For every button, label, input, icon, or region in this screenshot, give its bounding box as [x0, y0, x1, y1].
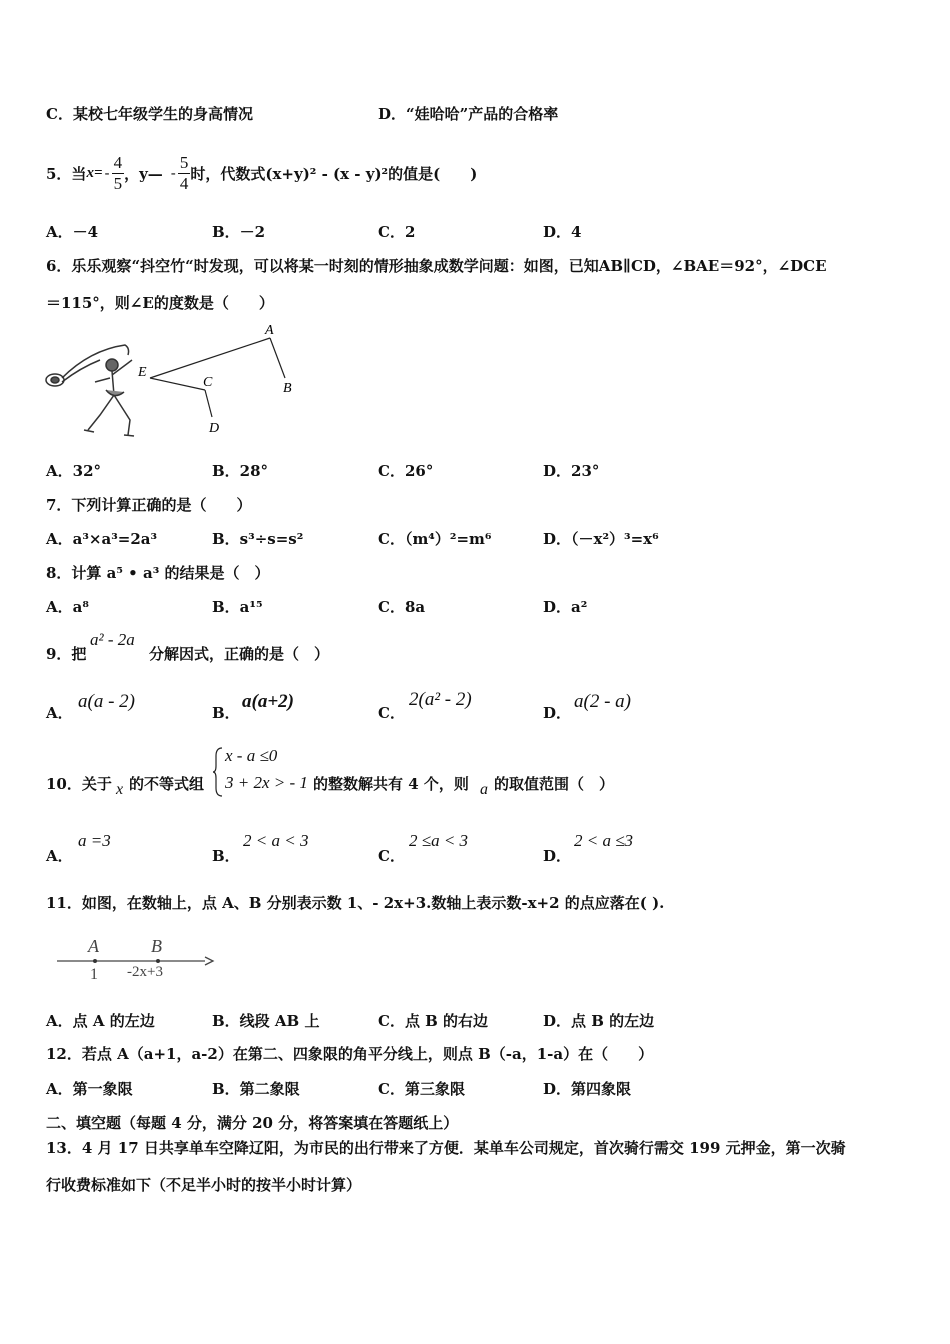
q9-option-c: 2(a² - 2): [409, 689, 472, 710]
q10-option-b: 2 < a < 3: [243, 831, 309, 850]
q5-option-c: C．2: [378, 223, 416, 241]
q9-tail: 分解因式，正确的是（ ）: [149, 645, 330, 663]
q10-inequality-1: x - a ≤0: [225, 746, 278, 765]
q7-stem: 7．下列计算正确的是（ ）: [46, 496, 252, 514]
q10-option-c-label: C．: [378, 847, 405, 865]
q9-option-d-label: D．: [543, 704, 572, 722]
q9-lead: 9．把: [46, 645, 87, 663]
q10-option-a-label: A．: [46, 847, 73, 865]
q12-option-c: C．第三象限: [378, 1080, 465, 1098]
q10-tail1: 的整数解共有 4 个，则: [313, 775, 469, 793]
section-2-title: 二、填空题（每题 4 分，满分 20 分，将答案填在答题纸上）: [46, 1114, 459, 1132]
q7-option-c: C．（m⁴）²=m⁶: [378, 530, 492, 548]
q9-option-b: a(a+2): [242, 691, 294, 712]
q5-x-eq: x=: [86, 164, 103, 181]
q10-var-a: a: [480, 781, 488, 798]
q12-stem: 12．若点 A（a+1，a-2）在第二、四象限的角平分线上，则点 B（-a，1-a）在（ ）: [46, 1045, 654, 1063]
q13-line2: 行收费标准如下（不足半小时的按半小时计算）: [46, 1176, 362, 1194]
q5-option-a: A．－4: [46, 223, 99, 241]
q11-label-a: A: [88, 936, 99, 956]
q10-tail2: 的取值范围（ ）: [494, 775, 615, 793]
q8-option-a: A．a⁸: [46, 598, 89, 616]
q4-option-c: C．某校七年级学生的身高情况: [46, 105, 253, 123]
q12-option-b: B．第二象限: [212, 1080, 300, 1098]
segment-ea: [150, 338, 270, 378]
q8-option-c: C．8a: [378, 598, 426, 616]
q10-option-d-label: D．: [543, 847, 572, 865]
q7-option-d: D．（－x²）³=x⁶: [543, 530, 659, 548]
q8-option-d: D．a²: [543, 598, 588, 616]
label-c: C: [203, 375, 213, 390]
q11-option-d: D．点 B 的左边: [543, 1012, 655, 1030]
q5-y-fraction: $\frac{5}{4}$: [179, 152, 189, 193]
q11-option-c: C．点 B 的右边: [378, 1012, 489, 1030]
q5-tail: 时，代数式(x+y)² - (x - y)²的值是( ): [190, 164, 478, 183]
diabolo-player-illustration: [46, 345, 134, 436]
q11-tick-b: -2x+3: [127, 964, 163, 980]
q9-option-d: a(2 - a): [574, 691, 631, 712]
q10-var-x: x: [116, 781, 124, 798]
label-d: D: [209, 421, 220, 436]
q10-brace: [212, 746, 224, 798]
q5-lead: 5．当: [46, 164, 87, 183]
q6-option-b: B．28°: [212, 462, 269, 480]
q11-tick-a: 1: [90, 966, 98, 983]
q8-stem: 8．计算 a⁵ • a³ 的结果是（ ）: [46, 564, 270, 582]
q6-option-d: D．23°: [543, 462, 600, 480]
q10-option-a: a =3: [78, 831, 111, 850]
q11-label-b: B: [151, 936, 162, 956]
q12-option-d: D．第四象限: [543, 1080, 632, 1098]
q10-mid: 的不等式组: [129, 775, 205, 793]
q7-option-b: B．s³÷s=s²: [212, 530, 304, 548]
q6-stem-line2: ＝115°，则∠E的度数是（ ）: [46, 294, 274, 312]
q5-comma-y: ，y—: [124, 164, 163, 183]
q12-option-a: A．第一象限: [46, 1080, 133, 1098]
q11-stem: 11．如图，在数轴上，点 A、B 分别表示数 1、- 2x+3.数轴上表示数-x+2 的点应落在( ).: [46, 894, 665, 912]
q9-option-a: a(a - 2): [78, 691, 135, 712]
q11-option-a: A．点 A 的左边: [46, 1012, 155, 1030]
q6-option-c: C．26°: [378, 462, 434, 480]
q6-figure: [40, 320, 310, 445]
q7-option-a: A．a³×a³=2a³: [46, 530, 158, 548]
segment-cd: [205, 390, 212, 417]
q9-expression: a² - 2a: [90, 630, 135, 649]
q9-option-b-label: B．: [212, 704, 240, 722]
q5-x-fraction: $\frac{4}{5}$: [113, 152, 123, 193]
q13-line1: 13．4 月 17 日共享单车空降辽阳，为市民的出行带来了方便．某单车公司规定，首次骑行需交 199 元押金，第一次骑: [46, 1139, 846, 1157]
q6-option-a: A．32°: [46, 462, 102, 480]
q9-option-c-label: C．: [378, 704, 405, 722]
q11-number-line: [55, 932, 220, 987]
point-b: [156, 959, 160, 963]
q10-option-b-label: B．: [212, 847, 240, 865]
q8-option-b: B．a¹⁵: [212, 598, 263, 616]
q10-option-d: 2 < a ≤3: [574, 831, 634, 850]
q10-inequality-2: 3 + 2x > - 1: [225, 773, 308, 792]
segment-ab: [270, 338, 285, 378]
q5-stem: 5．当 x= - $\frac{4}{5}$ ，y— - $\frac{5}{4}$ 时，代数式(x+y)² - (x - y)²的值是( ): [46, 152, 478, 193]
point-a: [93, 959, 97, 963]
q5-option-b: B．－2: [212, 223, 266, 241]
q9-option-a-label: A．: [46, 704, 73, 722]
label-b: B: [283, 381, 292, 396]
segment-ec: [150, 378, 205, 390]
q10-lead: 10．关于: [46, 775, 112, 793]
q10-option-c: 2 ≤a < 3: [409, 831, 469, 850]
q5-option-d: D．4: [543, 223, 582, 241]
q4-option-d: D．“娃哈哈”产品的合格率: [378, 105, 559, 123]
label-e: E: [138, 365, 147, 380]
q11-option-b: B．线段 AB 上: [212, 1012, 320, 1030]
label-a: A: [265, 323, 274, 338]
q6-stem-line1: 6．乐乐观察“抖空竹“时发现，可以将某一时刻的情形抽象成数学问题：如图，已知AB∥CD，∠BAE＝92°，∠DCE: [46, 257, 827, 275]
